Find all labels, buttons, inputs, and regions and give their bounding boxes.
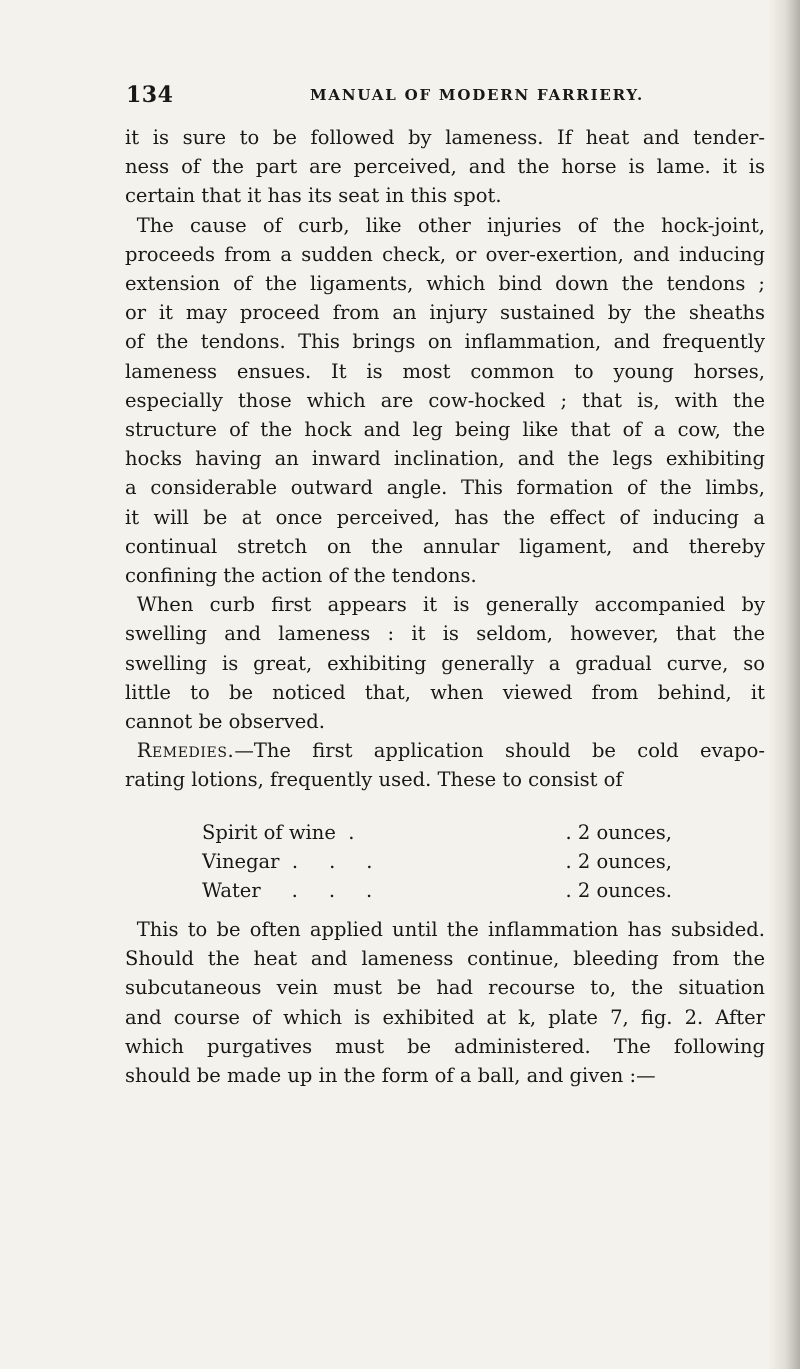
text-line: swelling is great, exhibiting generally a gradual curve, so: [125, 651, 765, 675]
recipe-row: [202, 818, 672, 847]
remedies-heading: Remedies.: [136, 739, 235, 763]
text-line: especially those which are cow-hocked ; that is, with the: [125, 388, 765, 412]
recipe-amount: . 2 ounces,: [565, 850, 672, 873]
text-line: should be made up in the form of a ball, and given :—: [125, 1064, 656, 1088]
text-line: certain that it has its seat in this spot.: [125, 184, 502, 208]
running-title: MANUAL OF MODERN FARRIERY.: [310, 86, 645, 104]
text-line: swelling and lameness : it is seldom, however, that the: [125, 622, 765, 646]
text-line: which purgatives must be administered. The following: [125, 1034, 765, 1058]
text-line: or it may proceed from an injury sustained by the sheaths: [125, 301, 765, 325]
text-line: lameness ensues. It is most common to young horses,: [125, 359, 765, 383]
text-line: structure of the hock and leg being like that of a cow, the: [125, 418, 765, 442]
recipe-amount: . 2 ounces.: [565, 879, 672, 902]
text-line: continual stretch on the annular ligament, and thereby: [125, 534, 765, 558]
text-line: subcutaneous vein must be had recourse to, the situation: [125, 976, 765, 1000]
text-line: rating lotions, frequently used. These to consist of: [125, 768, 623, 792]
text-line: little to be noticed that, when viewed from behind, it: [125, 680, 765, 704]
recipe-ingredient: Vinegar . . .: [202, 850, 373, 873]
recipe-amount: . 2 ounces,: [565, 821, 672, 844]
text-line: The cause of curb, like other injuries of the hock-joint,: [136, 213, 765, 237]
text-line: extension of the ligaments, which bind down the tendons ;: [125, 272, 765, 296]
text-line: it will be at once perceived, has the effect of inducing a: [125, 505, 765, 529]
page-header: [126, 82, 736, 112]
text-line: confining the action of the tendons.: [125, 564, 477, 588]
recipe-row: [202, 847, 672, 876]
remedies-line: [125, 736, 765, 765]
body-text-block-2: [125, 915, 765, 1090]
text-line: hocks having an inward inclination, and the legs exhibiting: [125, 447, 765, 471]
body-text-block-1: [125, 123, 765, 795]
page-number: 134: [126, 82, 174, 108]
text-line: When curb first appears it is generally accompanied by: [136, 593, 765, 617]
text-line: This to be often applied until the inflammation has subsided.: [136, 918, 765, 941]
text-line: cannot be observed.: [125, 710, 325, 734]
text-line: and course of which is exhibited at k, plate 7, fig. 2. After: [125, 1005, 765, 1029]
text-line: proceeds from a sudden check, or over-exertion, and inducing: [125, 242, 765, 266]
recipe-list: [202, 818, 672, 905]
text-line: ness of the part are perceived, and the horse is lame. it is: [125, 155, 765, 179]
text-line: of the tendons. This brings on inflammation, and frequently: [125, 330, 765, 354]
page-edge-shadow: [768, 0, 800, 1369]
text-line: a considerable outward angle. This formation of the limbs,: [125, 476, 765, 500]
recipe-row: [202, 876, 672, 905]
recipe-ingredient: Spirit of wine .: [202, 821, 355, 844]
recipe-ingredient: Water . . .: [202, 879, 373, 902]
text-line: it is sure to be followed by lameness. If heat and tender-: [125, 126, 765, 149]
text-line: Should the heat and lameness continue, bleeding from the: [125, 947, 765, 971]
remedies-line-text: —The first application should be cold evapo-: [234, 739, 765, 763]
